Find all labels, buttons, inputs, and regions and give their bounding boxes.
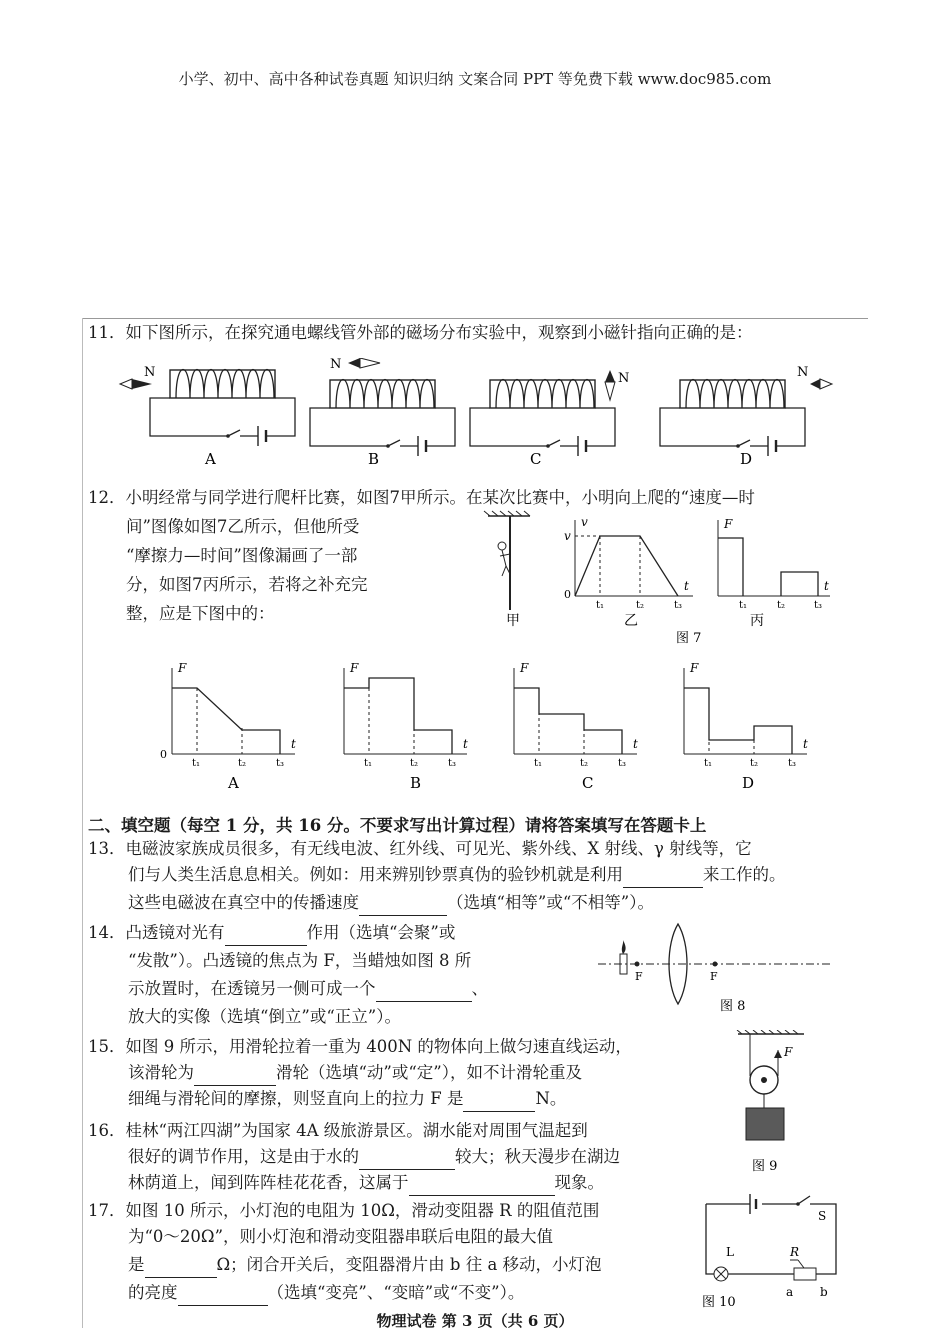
q15-blank1: [194, 1067, 276, 1086]
q16-blank1: [359, 1151, 455, 1170]
q14-line3: [128, 976, 488, 1002]
svg-text:A: A: [205, 450, 216, 468]
svg-text:0: 0: [564, 588, 571, 601]
q17-blank1: [145, 1259, 217, 1278]
q15-line1: 15．如图 9 所示，用滑轮拉着一重为 400N 的物体向上做匀速直线运动，: [88, 1037, 632, 1056]
svg-text:t₁: t₁: [704, 758, 713, 769]
svg-text:A: A: [228, 774, 239, 792]
fig9-label: 图 9: [752, 1159, 778, 1174]
svg-text:t₂: t₂: [410, 758, 419, 769]
q14-line1: [88, 920, 455, 946]
fig7-label: 图 7: [676, 631, 702, 646]
svg-text:t₃: t₃: [448, 758, 457, 769]
svg-text:N: N: [618, 371, 630, 386]
svg-text:v: v: [564, 529, 571, 543]
svg-text:t₂: t₂: [580, 758, 589, 769]
switch-icon: [798, 1196, 810, 1204]
q17-blank2: [178, 1287, 268, 1306]
option-a-solenoid: [120, 365, 295, 446]
q15-blank2: [463, 1093, 535, 1112]
q11-solenoid-figures: [110, 358, 870, 470]
svg-text:C: C: [582, 774, 594, 792]
q13-line3-end: （选填“相等”或“不相等”）。: [447, 893, 654, 912]
fig7-pole-climber: [484, 511, 530, 629]
q17-line3-end: Ω；闭合开关后，变阻器滑片由 b 往 a 移动，小灯泡: [216, 1255, 602, 1274]
svg-text:S: S: [818, 1209, 827, 1223]
q13-line2: [128, 862, 786, 888]
lamp-icon: [714, 1267, 728, 1281]
svg-text:N: N: [797, 365, 809, 380]
svg-text:t: t: [684, 579, 689, 593]
svg-text:F: F: [690, 661, 699, 675]
q14-blank1: [225, 927, 307, 946]
q15-line2-text: 该滑轮为: [128, 1063, 194, 1082]
q17-line3: [128, 1252, 602, 1278]
svg-text:R: R: [790, 1245, 800, 1259]
fig7: [478, 510, 848, 660]
left-border: [82, 318, 83, 1328]
svg-text:甲: 甲: [506, 613, 520, 629]
svg-text:t₂: t₂: [636, 600, 645, 611]
svg-text:t: t: [633, 737, 638, 751]
option-b-graph: [344, 661, 468, 792]
q16-line2-end: 较大；秋天漫步在湖边: [455, 1147, 620, 1166]
option-d-graph: [684, 661, 808, 792]
svg-text:F: F: [178, 661, 187, 675]
q14-line3-text: 示放置时，在透镜另一侧可成一个: [128, 979, 376, 998]
q17-line2: 为“0～20Ω”，则小灯泡和滑动变阻器串联后电阻的最大值: [128, 1227, 554, 1246]
q12-line5: 整，应是下图中的：: [126, 604, 275, 623]
svg-text:t: t: [824, 579, 829, 593]
svg-text:b: b: [820, 1285, 828, 1299]
fig8-label: 图 8: [720, 999, 746, 1014]
svg-text:t: t: [803, 737, 808, 751]
q12-line4: 分，如图7丙所示，若将之补充完: [126, 575, 368, 594]
candle-icon: [620, 940, 627, 974]
svg-text:t₃: t₃: [814, 600, 823, 611]
fig10-label: 图 10: [702, 1295, 736, 1310]
q17-line4-text: 的亮度: [128, 1283, 178, 1302]
q15-line3-end: N。: [535, 1089, 567, 1108]
page-footer: 物理试卷 第 3 页（共 6 页）: [376, 1312, 574, 1330]
svg-text:t₁: t₁: [534, 758, 543, 769]
svg-text:F: F: [520, 661, 529, 675]
svg-text:t₃: t₃: [788, 758, 797, 769]
svg-text:t₃: t₃: [674, 600, 683, 611]
q16-blank2: [409, 1177, 555, 1196]
q17-line4: [128, 1280, 524, 1306]
svg-text:乙: 乙: [624, 613, 638, 629]
q16-line3: [128, 1170, 604, 1196]
q12-line2: 间”图像如图7乙所示，但他所受: [126, 517, 360, 536]
top-border: [82, 318, 868, 319]
q15-line2: [128, 1060, 582, 1086]
svg-text:t₃: t₃: [276, 758, 285, 769]
svg-text:t₂: t₂: [777, 600, 786, 611]
svg-text:B: B: [410, 774, 422, 792]
svg-text:N: N: [330, 358, 342, 372]
svg-text:t₂: t₂: [750, 758, 759, 769]
q14-line1-end: 作用（选填“会聚”或: [306, 923, 456, 942]
svg-text:t₁: t₁: [192, 758, 201, 769]
page-header: 小学、初中、高中各种试卷真题 知识归纳 文案合同 PPT 等免费下载 www.doc985.com: [178, 70, 772, 88]
svg-text:t₃: t₃: [618, 758, 627, 769]
svg-text:F: F: [350, 661, 359, 675]
q15-line3: [128, 1086, 566, 1112]
q13-line3: [128, 890, 654, 916]
fig7-velocity-graph: [564, 515, 693, 629]
q14-line4: 放大的实像（选填“倒立”或“正立”）。: [128, 1007, 401, 1026]
option-d-solenoid: [660, 365, 832, 456]
q11-text: 11．如下图所示，在探究通电螺线管外部的磁场分布实验中，观察到小磁针指向正确的是：: [88, 323, 753, 342]
q13-blank1: [623, 869, 703, 888]
q16-line3-text: 林荫道上，闻到阵阵桂花花香，这属于: [128, 1173, 409, 1192]
q12-line1: 12．小明经常与同学进行爬杆比赛，如图7甲所示。在某次比赛中，小明向上爬的“速度—时: [88, 488, 755, 507]
svg-text:t₁: t₁: [596, 600, 605, 611]
q13-line2-text: 们与人类生活息息相关。例如：用来辨别钞票真伪的验钞机就是利用: [128, 865, 623, 884]
q16-line3-end: 现象。: [554, 1173, 604, 1192]
q17-line1: 17．如图 10 所示，小灯泡的电阻为 10Ω，滑动变阻器 R 的阻值范围: [88, 1201, 600, 1220]
q14-line3-end: 、: [471, 979, 488, 998]
svg-text:0: 0: [160, 748, 167, 761]
q13-line1: 13．电磁波家族成员很多，有无线电波、红外线、可见光、紫外线、X 射线、γ 射线等，它: [88, 839, 752, 858]
q14-line1-text: 14．凸透镜对光有: [88, 923, 225, 942]
q15-line2-end: 滑轮（选填“动”或“定”），如不计滑轮重及: [276, 1063, 582, 1082]
svg-text:N: N: [144, 365, 156, 380]
fig9: [716, 1030, 826, 1180]
rheostat-icon: [794, 1268, 816, 1280]
svg-text:F: F: [710, 970, 718, 983]
q13-line2-end: 来工作的。: [703, 865, 786, 884]
weight-block: [746, 1108, 784, 1140]
q16-line1: 16．桂林“两江四湖”为国家 4A 级旅游景区。湖水能对周围气温起到: [88, 1121, 588, 1140]
q16-line2-text: 很好的调节作用，这是由于水的: [128, 1147, 359, 1166]
option-c-solenoid: [470, 370, 629, 456]
q17-line3-text: 是: [128, 1255, 145, 1274]
svg-text:F: F: [724, 517, 733, 531]
svg-text:D: D: [740, 450, 753, 468]
q12-line3: “摩擦力—时间”图像漏画了一部: [126, 546, 358, 565]
section2-title: 二、填空题（每空 1 分，共 16 分。不要求写出计算过程）请将答案填写在答题卡上: [88, 816, 707, 835]
svg-text:D: D: [742, 774, 755, 792]
q17-line4-end: （选填“变亮”、“变暗”或“不变”）。: [267, 1283, 525, 1302]
option-c-graph: [514, 661, 638, 792]
svg-text:L: L: [726, 1245, 734, 1259]
q13-blank2: [359, 897, 447, 916]
q14-line2: “发散”）。凸透镜的焦点为 F，当蜡烛如图 8 所: [128, 951, 472, 970]
svg-text:v: v: [581, 515, 588, 529]
fig7-friction-graph: [718, 517, 830, 629]
svg-text:丙: 丙: [750, 613, 764, 629]
svg-text:B: B: [368, 450, 380, 468]
svg-text:F: F: [635, 970, 643, 983]
q13-line3-text: 这些电磁波在真空中的传播速度: [128, 893, 359, 912]
svg-text:t₂: t₂: [238, 758, 247, 769]
q12-option-graphs: [160, 658, 850, 796]
option-b-solenoid: [310, 358, 455, 456]
q16-line2: [128, 1144, 620, 1170]
fig8: [590, 920, 840, 1016]
q14-blank2: [376, 983, 472, 1002]
svg-text:t₁: t₁: [739, 600, 748, 611]
q15-line3-text: 细绳与滑轮间的摩擦，则竖直向上的拉力 F 是: [128, 1089, 464, 1108]
svg-text:F: F: [784, 1045, 793, 1059]
fig10: [698, 1190, 848, 1310]
option-a-graph: [160, 661, 296, 792]
svg-text:t: t: [291, 737, 296, 751]
svg-text:t₁: t₁: [364, 758, 373, 769]
svg-text:a: a: [786, 1285, 794, 1299]
svg-text:t: t: [463, 737, 468, 751]
svg-text:C: C: [530, 450, 542, 468]
